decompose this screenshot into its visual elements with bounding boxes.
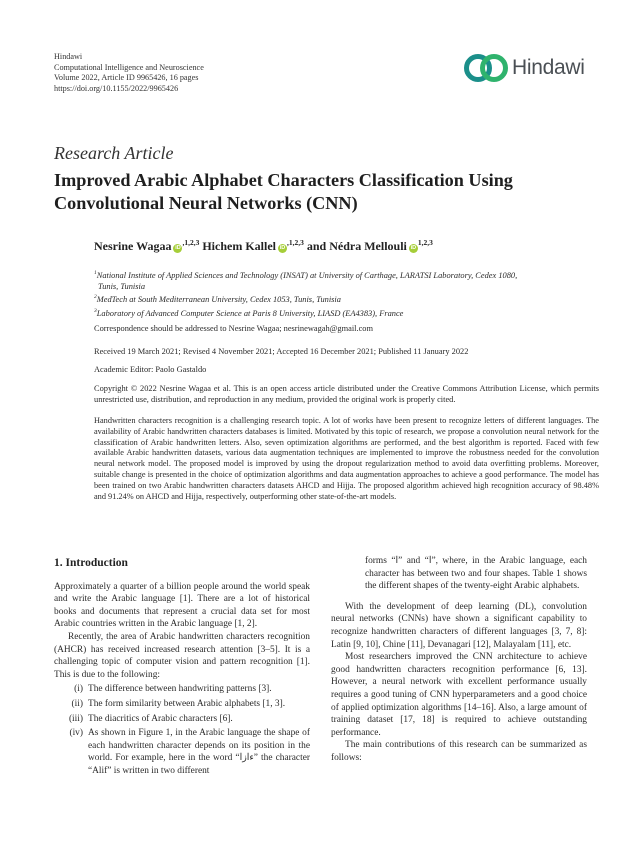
list-item: (iv) As shown in Figure 1, in the Arabic language the shape of each handwritten character depends on its position in the world. For example, here in the word “ءازا” the character “Alif” is written in two different bbox=[69, 728, 310, 776]
volume-info: Volume 2022, Article ID 9965426, 16 pages bbox=[54, 73, 199, 83]
abstract: Handwritten characters recognition is a challenging research topic. A lot of works have been present to recognize letters of different languages. The availability of Arabic handwritten characters databases is limited. Motivated by this topic of research, we propose a convolution neural network for the classification of Arabic handwritten letters. Also, seven optimization algorithms are performed, and the best algorithm is reported. Faced with few available Arabic handwritten datasets, various data augmentation techniques are implemented to improve the robustness needed for the convolution neural network model. The proposed model is improved by using the dropout regularization method to avoid data overfitting problems. Moreover, suitable change is presented in the choice of optimization algorithms and data augmentation approaches to achieve a good performance. The model has been trained on two Arabic handwritten characters datasets AHCD and Hijja. The proposed algorithm achieved high recognition accuracy of 98.48% and 91.24% on AHCD and Hijja, respectively, outperforming other state-of-the-art models. bbox=[94, 416, 599, 501]
correspondence: Correspondence should be addressed to Nesrine Wagaa; nesrinewagah@gmail.com bbox=[94, 324, 373, 333]
academic-editor: Academic Editor: Paolo Gastaldo bbox=[94, 365, 207, 374]
paragraph: Approximately a quarter of a billion people around the world speak and write the Arabic language [1]. There are a lot of historical books and documents that represent a crucial data set for most Arabic countries written in the Arabic language [1, 2]. bbox=[54, 581, 310, 630]
list-item-continued: forms “ا” and “ا”, where, in the Arabic language, each character has between two and four shapes. Table 1 shows the different shapes of the twenty-eight Arabic alphabets. bbox=[365, 556, 587, 592]
affiliation: $^1$National Institute of Applied Sciences and Technology (INSAT) at University of Carthage, LARATSI Laboratory, Cedex 1080, bbox=[94, 270, 518, 280]
author-affiliation-marks: ,1,2,3 bbox=[286, 238, 304, 247]
right-column bbox=[331, 555, 587, 765]
author-name: Nesrine Wagaa bbox=[94, 239, 172, 253]
section-heading: 1. Introduction bbox=[54, 557, 128, 569]
affiliation: $^3$Laboratory of Advanced Computer Science at Paris 8 University, LIASD (EA4383), France bbox=[94, 307, 404, 318]
paragraph: Most researchers improved the CNN architecture to achieve good handwritten characters recognition performance [6, 13]. However, a neural network with excellent performance usually requires a good tuning of CNN hyperparameters and a good choice of applied optimization algorithms [14–16]. Also, a large amount of training dataset [17, 18] is required to achieve outstanding performance. bbox=[331, 652, 587, 738]
orcid-icon[interactable]: iD bbox=[279, 245, 286, 251]
author-name: Hichem Kallel bbox=[202, 239, 276, 253]
copyright-notice: Copyright © 2022 Nesrine Wagaa et al. This is an open access article distributed under the Creative Commons Attribution License, which permits unrestricted use, distribution, and reproduction in any medium, provided the original work is properly cited. bbox=[94, 384, 599, 404]
paragraph: With the development of deep learning (DL), convolution neural networks (CNNs) have shown a significant capability to recognize handwritten characters of different languages [3, 7, 8]: Latin [9, 10], Chine [11], Devanagari [12], Malayalam [11], etc. bbox=[331, 601, 587, 650]
paper-title: Improved Arabic Alphabet Characters Classification Using Convolutional Neural Networks (CNN) bbox=[54, 170, 513, 213]
left-column bbox=[54, 557, 310, 778]
list-item: (ii) The form similarity between Arabic alphabets [1, 3]. bbox=[71, 698, 286, 709]
article-type: Research Article bbox=[54, 143, 174, 163]
doi-link[interactable]: https://doi.org/10.1155/2022/9965426 bbox=[54, 83, 179, 93]
orcid-icon[interactable]: iD bbox=[175, 245, 181, 251]
journal-name: Computational Intelligence and Neuroscience bbox=[54, 62, 204, 72]
received-dates: Received 19 March 2021; Revised 4 November 2021; Accepted 16 December 2021; Published 11 January 2022 bbox=[94, 347, 469, 356]
logo-wordmark: Hindawi bbox=[512, 56, 585, 79]
journal-meta bbox=[54, 52, 204, 94]
affiliation: $^2$MedTech at South Mediterranean University, Cedex 1053, Tunis, Tunisia bbox=[94, 294, 341, 305]
publisher-name: Hindawi bbox=[54, 52, 83, 61]
affiliation-continued: Tunis, Tunisia bbox=[98, 281, 146, 291]
hindawi-logo-icon bbox=[463, 53, 509, 83]
author-name: Nédra Mellouli bbox=[329, 239, 407, 253]
author-affiliation-marks: ,1,2,3 bbox=[182, 238, 200, 247]
hindawi-logo bbox=[463, 53, 585, 83]
list-item: (iii) The diacritics of Arabic characters [6]. bbox=[68, 713, 233, 724]
author-affiliation-marks: 1,2,3 bbox=[417, 238, 433, 247]
paragraph: Recently, the area of Arabic handwritten characters recognition (AHCR) has received increased research attention [3–5]. It is a challenging topic of computer vision and pattern recognition [1]. This is due to the following: bbox=[54, 631, 310, 680]
author-list: Nesrine Wagaa $iD^{,1,2,3}$ Hichem Kallel $iD^{,1,2,3}$ and Nédra Mellouli iD$^{1,2,3}$ bbox=[94, 238, 433, 253]
paragraph: The main contributions of this research can be summarized as follows: bbox=[331, 740, 587, 763]
list-item: (i) The difference between handwriting patterns [3]. bbox=[74, 684, 272, 695]
orcid-icon[interactable]: iD bbox=[410, 245, 417, 251]
affiliations bbox=[94, 268, 599, 320]
